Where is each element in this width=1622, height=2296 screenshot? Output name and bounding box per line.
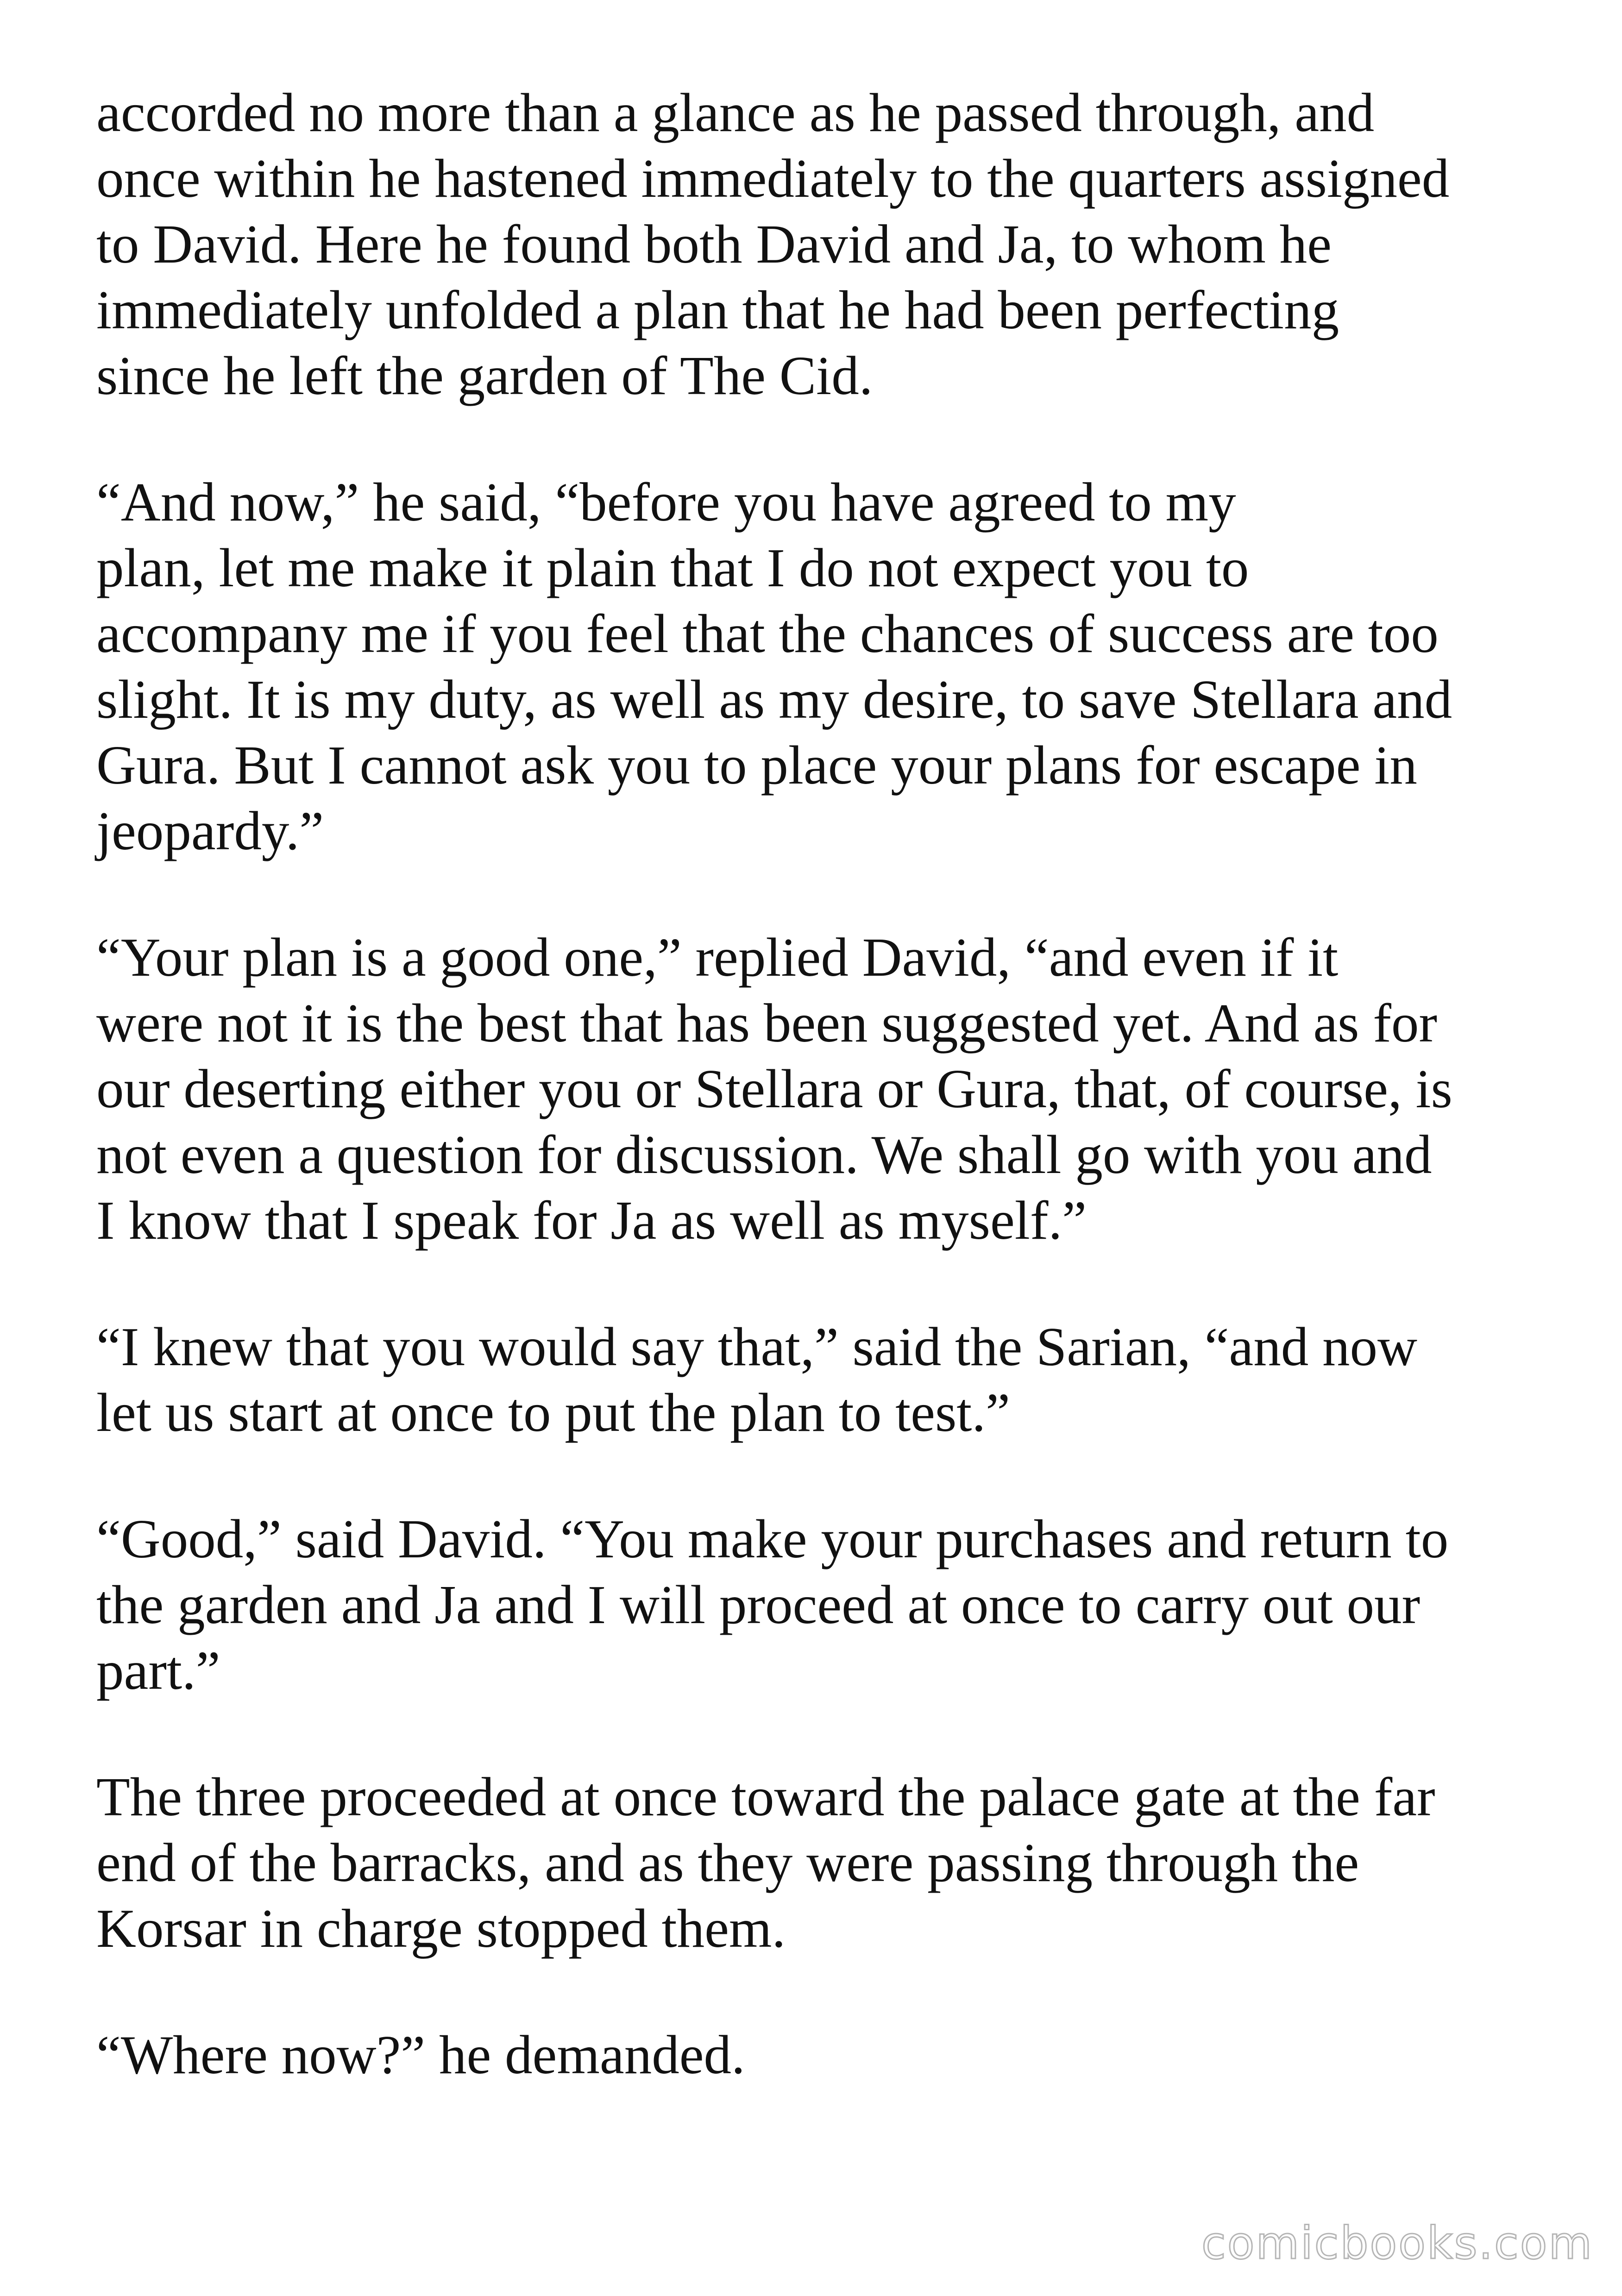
paragraph (96, 2022, 1555, 2088)
text-line: immediately unfolded a plan that he had been perfecting (96, 279, 1339, 340)
text-line: part.” (96, 1640, 220, 1701)
text-line: Gura. But I cannot ask you to place your plans for escape in (96, 734, 1417, 796)
text-line: since he left the garden of The Cid. (96, 345, 873, 406)
body-text (96, 80, 1555, 2148)
text-line: the garden and Ja and I will proceed at once to carry out our (96, 1574, 1421, 1635)
text-line: The three proceeded at once toward the palace gate at the far (96, 1766, 1435, 1827)
text-line: once within he hastened immediately to the quarters assigned (96, 148, 1450, 209)
text-line: plan, let me make it plain that I do not expect you to (96, 537, 1249, 598)
text-line: I know that I speak for Ja as well as myself.” (96, 1190, 1087, 1251)
text-line: slight. It is my duty, as well as my desire, to save Stellara and (96, 669, 1452, 730)
text-line: “Where now?” he demanded. (96, 2024, 745, 2085)
paragraph (96, 80, 1555, 408)
text-line: let us start at once to put the plan to test.” (96, 1382, 1010, 1443)
paragraph (96, 1314, 1555, 1445)
paragraph (96, 1506, 1555, 1703)
text-line: Korsar in charge stopped them. (96, 1898, 786, 1959)
text-line: accorded no more than a glance as he passed through, and (96, 82, 1375, 143)
text-line: our deserting either you or Stellara or Gura, that, of course, is (96, 1058, 1452, 1119)
text-line: accompany me if you feel that the chances of success are too (96, 603, 1439, 664)
paragraph (96, 1764, 1555, 1961)
paragraph (96, 469, 1555, 864)
text-line: not even a question for discussion. We shall go with you and (96, 1124, 1432, 1185)
text-line: jeopardy.” (96, 800, 324, 861)
text-line: to David. Here he found both David and Ja, to whom he (96, 213, 1332, 275)
text-line: “Your plan is a good one,” replied David, “and even if it (96, 927, 1339, 988)
text-line: end of the barracks, and as they were passing through the (96, 1832, 1359, 1893)
paragraph (96, 924, 1555, 1253)
text-line: were not it is the best that has been suggested yet. And as for (96, 992, 1437, 1054)
text-line: “Good,” said David. “You make your purchases and return to (96, 1508, 1449, 1569)
text-line: “I knew that you would say that,” said the Sarian, “and now (96, 1316, 1417, 1377)
text-line: “And now,” he said, “before you have agreed to my (96, 471, 1236, 533)
watermark-logo: comicbooks.com (1201, 2217, 1593, 2269)
